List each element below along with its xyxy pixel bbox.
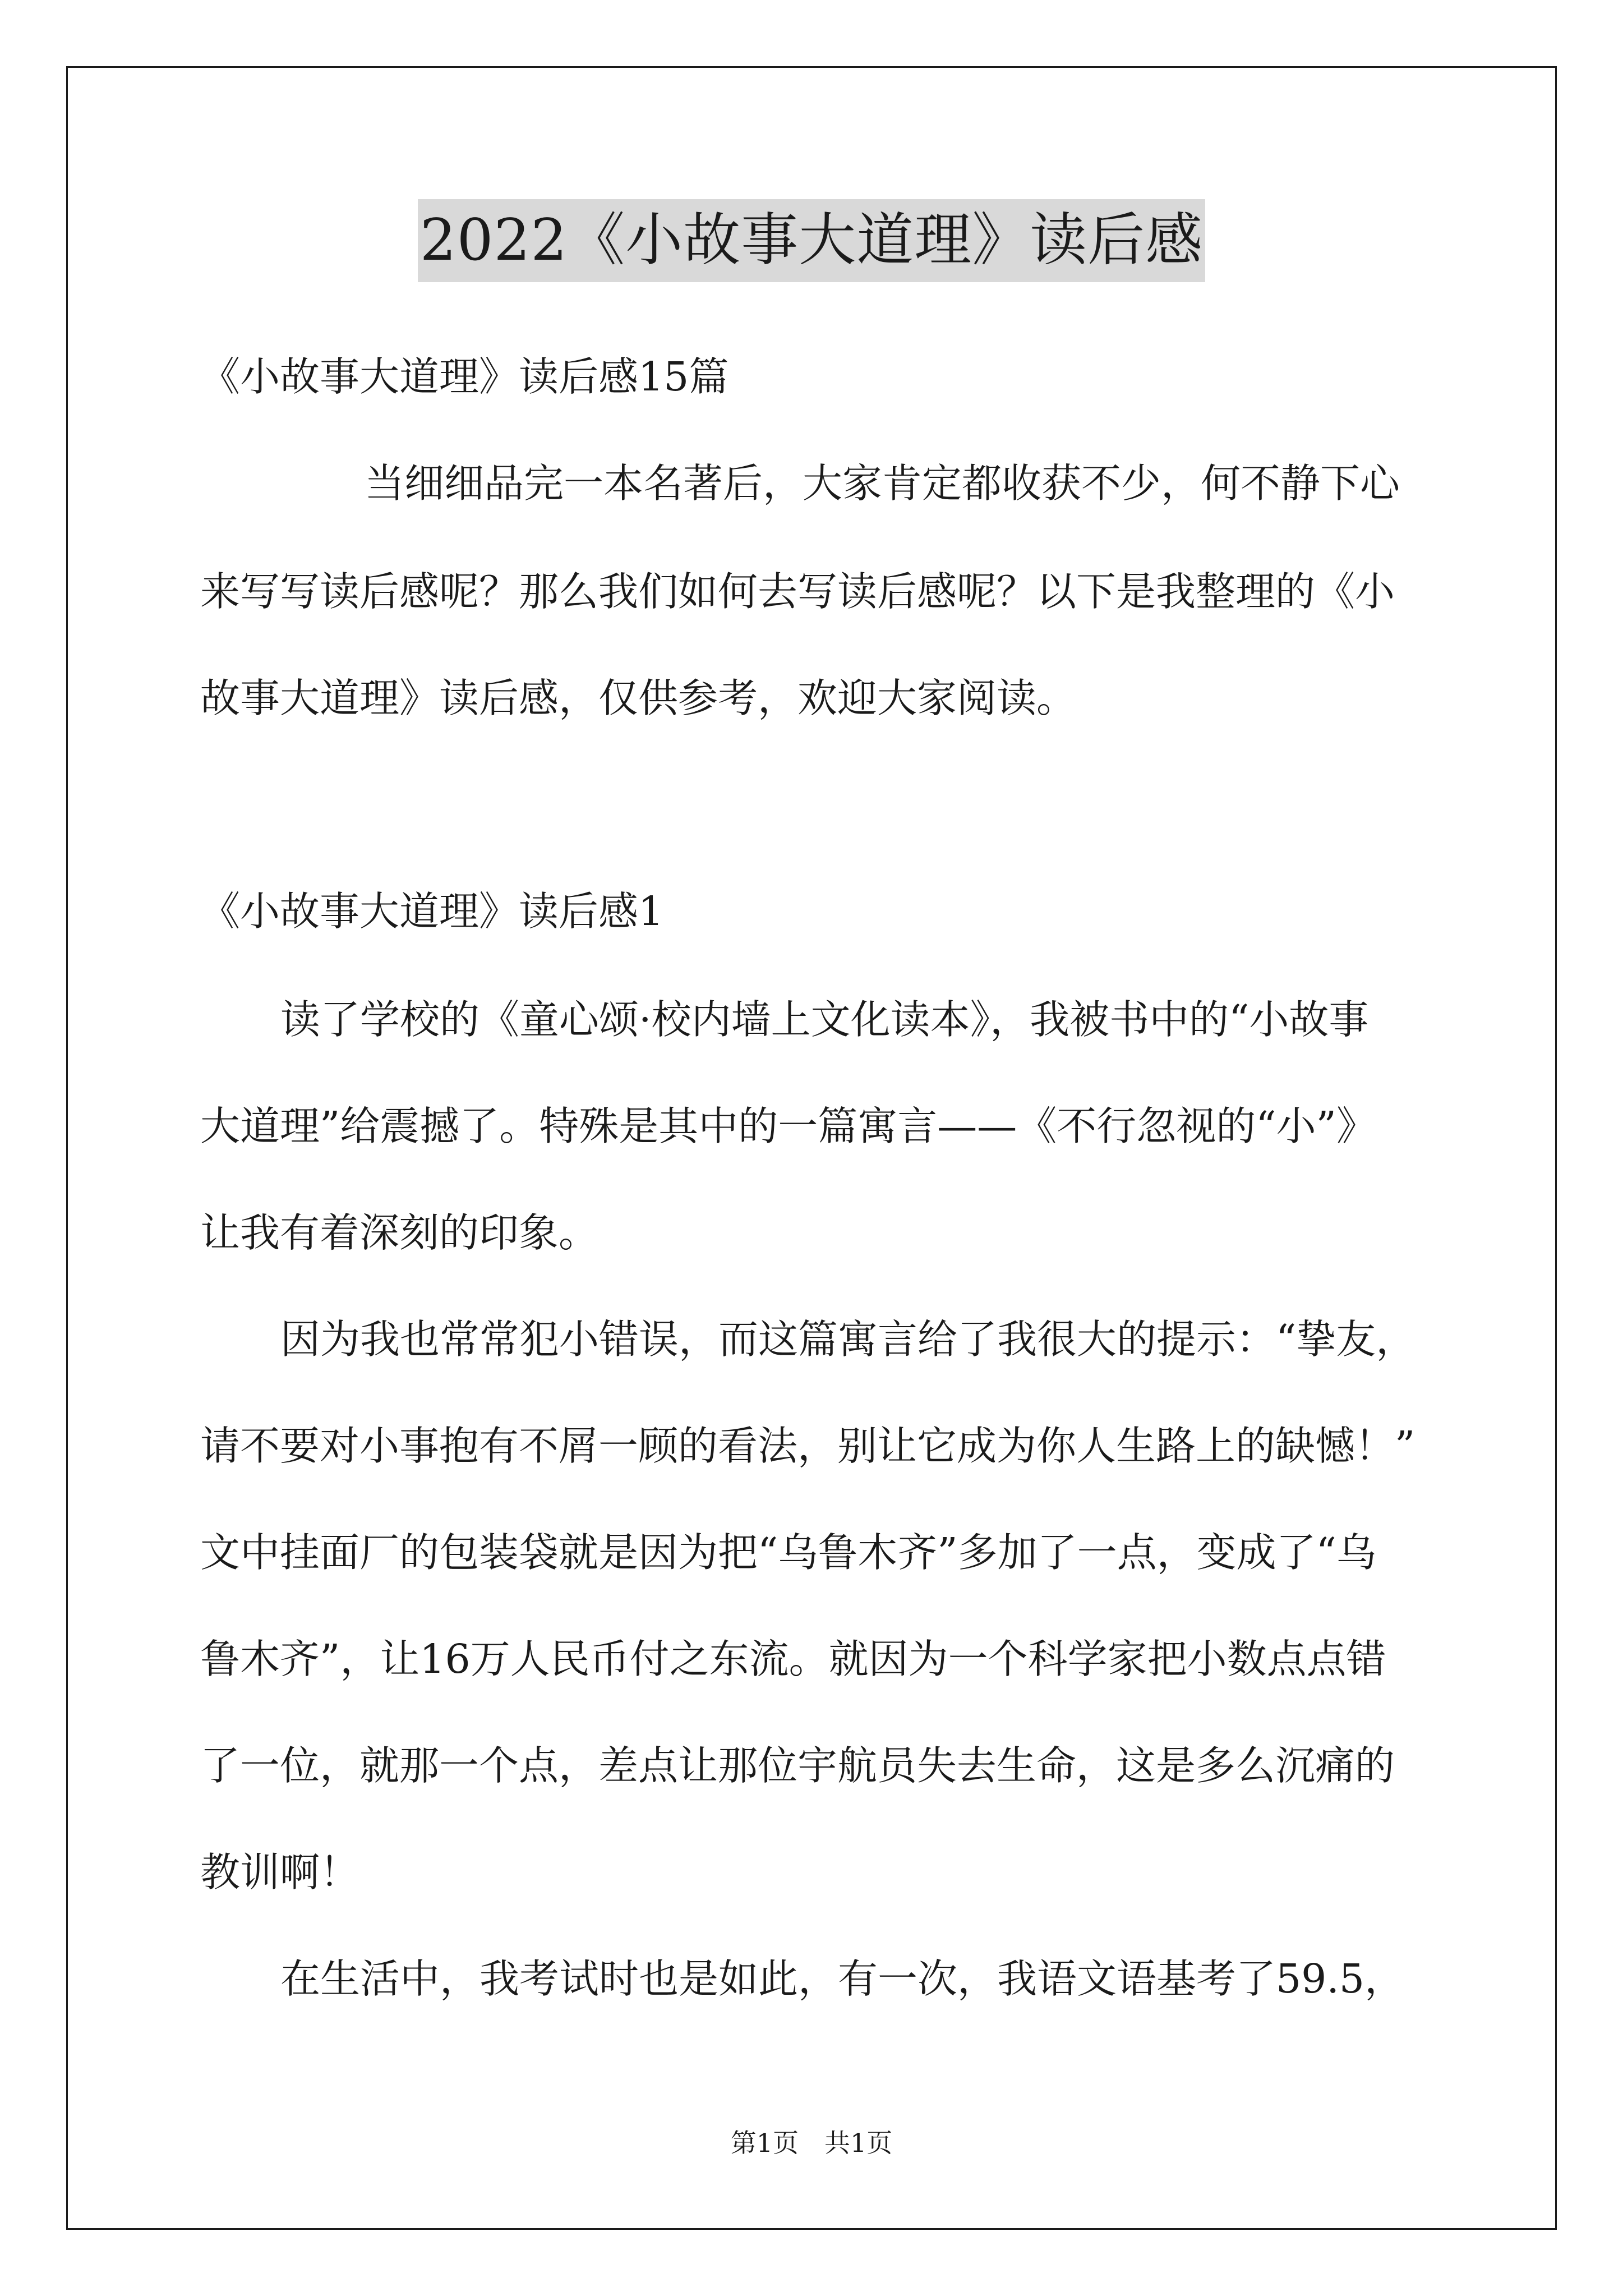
paragraph-line: 来写写读后感呢？那么我们如何去写读后感呢？以下是我整理的《小 [200, 568, 1395, 615]
paragraph-line: 教训啊！ [200, 1849, 360, 1895]
paragraph-line: 读了学校的《童心颂·校内墙上文化读本》，我被书中的“小故事 [280, 996, 1369, 1043]
section-heading: 《小故事大道理》读后感1 [200, 888, 664, 935]
paragraph-line: 请不要对小事抱有不屑一顾的看法，别让它成为你人生路上的缺憾！” [200, 1423, 1415, 1469]
paragraph-line: 文中挂面厂的包装袋就是因为把“乌鲁木齐”多加了一点，变成了“乌 [200, 1529, 1376, 1576]
paragraph-line: 大道理”给震撼了。特殊是其中的一篇寓言——《不行忽视的“小”》 [200, 1103, 1376, 1149]
paragraph-line: 当细细品完一本名著后，大家肯定都收获不少，何不静下心 [365, 460, 1400, 507]
paragraph-line: 了一位，就那一个点，差点让那位宇航员失去生命，这是多么沉痛的 [200, 1742, 1395, 1789]
paragraph-line: 在生活中，我考试时也是如此，有一次，我语文语基考了59.5， [280, 1955, 1405, 2002]
document-title: 2022《小故事大道理》读后感 [418, 199, 1206, 282]
page-footer: 第1页 共1页 [730, 2128, 893, 2158]
title-container [0, 199, 1623, 282]
paragraph-line: 让我有着深刻的印象。 [200, 1209, 599, 1256]
subtitle-line: 《小故事大道理》读后感15篇 [200, 353, 729, 400]
paragraph-line: 因为我也常常犯小错误，而这篇寓言给了我很大的提示：“挚友， [280, 1316, 1416, 1363]
paragraph-line: 故事大道理》读后感，仅供参考，欢迎大家阅读。 [200, 675, 1077, 721]
paragraph-line: 鲁木齐”，让16万人民币付之东流。就因为一个科学家把小数点点错 [200, 1636, 1386, 1682]
